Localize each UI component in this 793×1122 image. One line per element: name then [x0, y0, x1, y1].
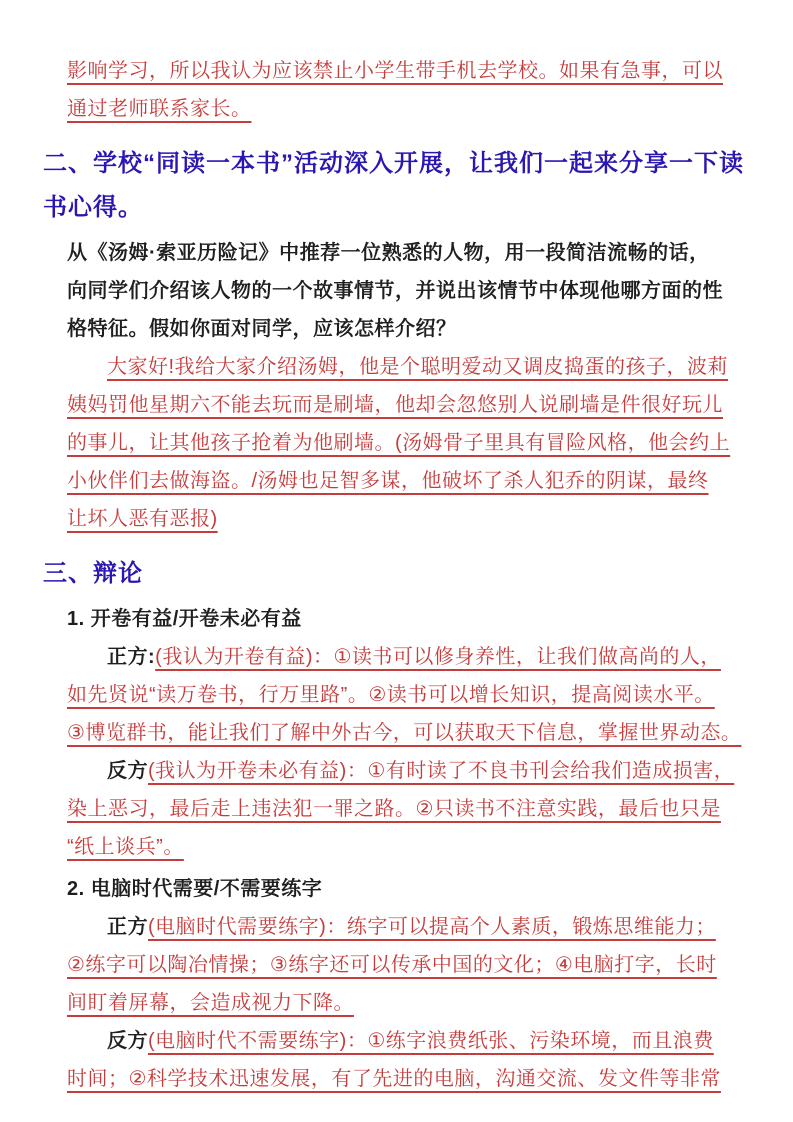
text-segment: 格特征。假如你面对同学，应该怎样介绍？ — [67, 318, 457, 340]
text-line — [67, 1060, 745, 1098]
text-segment: 正方: — [107, 646, 156, 668]
tom-sawyer-prompt — [67, 234, 745, 348]
debate-topic-2 — [67, 870, 745, 908]
text-segment: 2. 电脑时代需要/不需要练字 — [67, 878, 323, 900]
text-segment: 三、辩论 — [43, 560, 143, 587]
text-segment: (电脑时代不需要练字)：①练字浪费纸张、污染环境，而且浪费 — [148, 1030, 714, 1052]
text-line — [67, 870, 745, 908]
text-segment: 让坏人恶有恶报) — [67, 508, 218, 530]
text-segment: 反方 — [107, 1030, 148, 1052]
text-line — [67, 52, 745, 90]
text-line — [67, 638, 745, 676]
text-segment: (电脑时代需要练字)：练字可以提高个人素质，锻炼思维能力； — [148, 916, 716, 938]
text-line — [43, 142, 745, 186]
debate-1-pro-answer — [67, 638, 745, 752]
text-line — [67, 714, 745, 752]
text-line — [67, 908, 745, 946]
section-two-heading — [43, 142, 745, 230]
text-line — [67, 424, 745, 462]
text-segment: 向同学们介绍该人物的一个故事情节，并说出该情节中体现他哪方面的性 — [67, 280, 723, 302]
document-page — [43, 52, 745, 1122]
text-line — [67, 676, 745, 714]
section-three-heading — [43, 552, 745, 596]
text-segment: 的事儿，让其他孩子抢着为他刷墙。(汤姆骨子里具有冒险风格，他会约上 — [67, 432, 731, 454]
text-line — [67, 600, 745, 638]
debate-2-pro-answer — [67, 908, 745, 1022]
text-line — [67, 984, 745, 1022]
text-segment: (我认为开卷有益)：①读书可以修身养性，让我们做高尚的人， — [155, 646, 721, 668]
text-segment: 书心得。 — [43, 194, 143, 221]
text-segment: 1. 开卷有益/开卷未必有益 — [67, 608, 302, 630]
text-line — [67, 90, 745, 128]
text-segment: 小伙伴们去做海盗。/汤姆也足智多谋，他破坏了杀人犯乔的阴谋，最终 — [67, 470, 709, 492]
text-segment: ②练字可以陶冶情操；③练字还可以传承中国的文化；④电脑打字，长时 — [67, 954, 717, 976]
text-segment: 姨妈罚他星期六不能去玩而是刷墙，他却会忽悠别人说刷墙是件很好玩儿 — [67, 394, 723, 416]
text-line — [67, 234, 745, 272]
text-segment: (我认为开卷未必有益)：①有时读了不良书刊会给我们造成损害， — [148, 760, 735, 782]
text-line — [67, 462, 745, 500]
debate-1-con-answer — [67, 752, 745, 866]
text-segment: 正方 — [107, 916, 148, 938]
text-line — [67, 828, 745, 866]
text-line — [67, 1022, 745, 1060]
text-segment: 大家好!我给大家介绍汤姆，他是个聪明爱动又调皮捣蛋的孩子，波莉 — [107, 356, 729, 378]
text-line — [67, 386, 745, 424]
text-segment: 如先贤说“读万卷书，行万里路”。②读书可以增长知识，提高阅读水平。 — [67, 684, 715, 706]
debate-topic-1 — [67, 600, 745, 638]
text-line — [67, 310, 745, 348]
text-line — [43, 552, 745, 596]
text-segment: 时间；②科学技术迅速发展，有了先进的电脑，沟通交流、发文件等非常 — [67, 1068, 721, 1090]
text-line — [67, 500, 745, 538]
text-line — [67, 348, 745, 386]
text-line — [67, 946, 745, 984]
text-segment: 染上恶习，最后走上违法犯一罪之路。②只读书不注意实践，最后也只是 — [67, 798, 721, 820]
text-line — [43, 186, 745, 230]
text-line — [67, 752, 745, 790]
text-segment: 二、学校“同读一本书”活动深入开展，让我们一起来分享一下读 — [43, 150, 744, 177]
text-segment: 反方 — [107, 760, 148, 782]
text-line — [67, 272, 745, 310]
text-segment: 间盯着屏幕，会造成视力下降。 — [67, 992, 354, 1014]
debate-2-con-answer — [67, 1022, 745, 1098]
text-segment: 从《汤姆·索亚历险记》中推荐一位熟悉的人物，用一段简洁流畅的话， — [67, 242, 710, 264]
carryover-answer-red — [67, 52, 745, 128]
text-segment: 通过老师联系家长。 — [67, 98, 252, 120]
text-segment: 影响学习，所以我认为应该禁止小学生带手机去学校。如果有急事，可以 — [67, 60, 723, 82]
text-segment: “纸上谈兵”。 — [67, 836, 184, 858]
text-line — [67, 790, 745, 828]
tom-sawyer-answer-red — [67, 348, 745, 538]
text-segment: ③博览群书，能让我们了解中外古今，可以获取天下信息，掌握世界动态。 — [67, 722, 742, 744]
